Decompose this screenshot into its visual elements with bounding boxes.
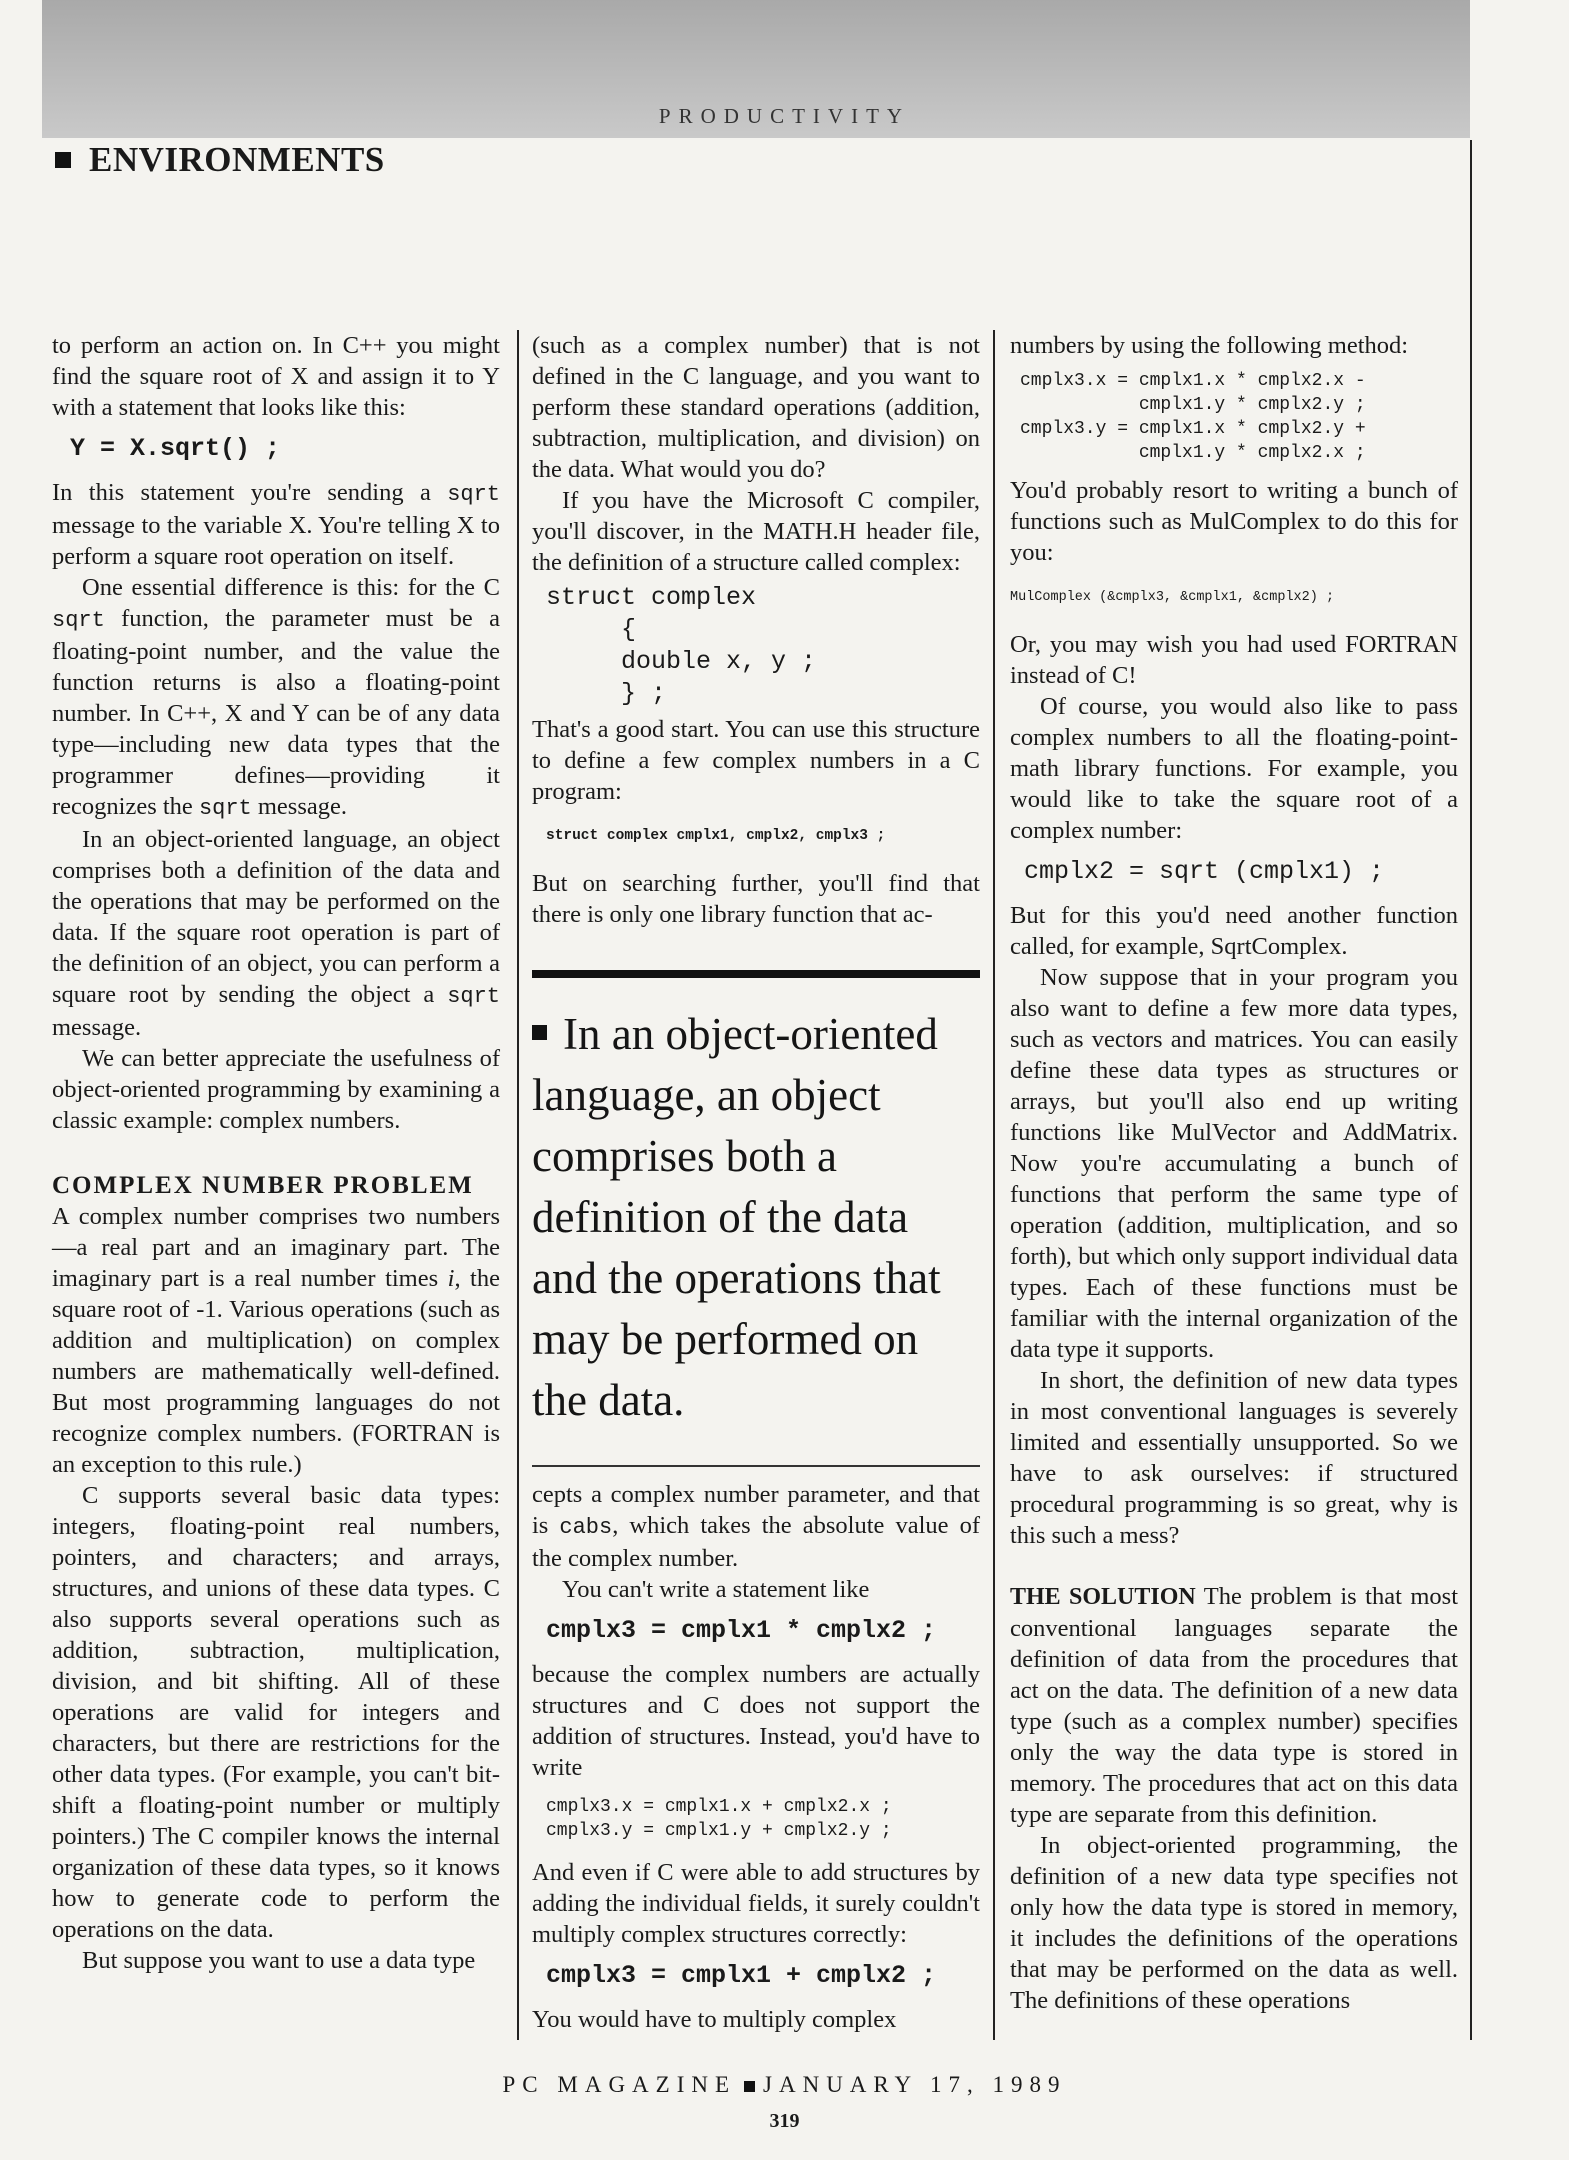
paragraph: But suppose you want to use a data type <box>82 1947 476 1974</box>
page-number: 319 <box>769 2110 800 2132</box>
paragraph: to perform an action on. In C++ you might find the square root of X and assign it to Y with a statement that looks like this: <box>52 332 500 421</box>
text-run: message. <box>52 1014 142 1041</box>
paragraph: You can't write a statement like <box>562 1576 870 1603</box>
paragraph: We can better appreciate the usefulness of object-oriented programming by examining a classic example: complex numbers. <box>52 1045 500 1134</box>
runin-heading: THE SOLUTION <box>1010 1584 1196 1610</box>
paragraph <box>532 1479 980 1574</box>
column-rule-2 <box>993 330 995 2040</box>
column-2 <box>532 330 980 2035</box>
paragraph: Now suppose that in your program you also want to define a few more data types, such as vectors and matrices. You can easily define these data types as structures or arrays, but you'll also end up writing functions like MulVector and AddMatrix. Now you're accumulating a bunch of functions that perform the same type of operation (addition, multiplication, and so forth), but which only support individual data types. Each of these functions must be familiar with the internal organization of the data type it supports. <box>1010 964 1458 1363</box>
paragraph: C supports several basic data types: integers, floating-point real numbers, pointers, and characters; and arrays, structures, and unions of these data types. C also supports several operations such as addition, subtraction, multiplication, division, and bit shifting. All of these operations are valid for integers and characters, but there are restrictions for the other data types. (For example, you can't bit-shift a floating-point number or multiply pointers.) The C compiler knows the internal organization of these data types, so it knows how to generate code to perform the operations on the data. <box>52 1482 500 1943</box>
text-run: , which takes the absolute value of the complex number. <box>532 1512 980 1572</box>
text-run: In this statement you're sending a <box>52 479 448 506</box>
paragraph <box>52 824 500 1043</box>
text-run: The problem is that most conventional languages separate the definition of data from the procedures that act on the data. The definition of a new data type (such as a complex number) specifies only the way the data type is stored in memory. The procedures that act on this data type are separate from this definition. <box>1010 1583 1459 1828</box>
inline-code: sqrt <box>52 608 105 633</box>
code-mulcomplex: MulComplex (&cmplx3, &cmplx1, &cmplx2) ; <box>1010 590 1335 605</box>
paragraph: In object-oriented programming, the definition of a new data type specifies not only how the data type is stored in memory, it includes the definitions of the operations that may be performed on the data as well. The definitions of these operations <box>1010 1832 1458 2014</box>
paragraph: But on searching further, you'll find that there is only one library function that ac- <box>532 870 980 928</box>
inline-code: cabs <box>559 1515 613 1540</box>
text-run: message to the variable X. You're telling X to perform a square root operation on itself. <box>52 512 500 570</box>
section-kicker: PRODUCTIVITY <box>658 104 911 128</box>
pullquote-text: In an object-oriented language, an object comprises both a definition of the data and the operations that may be performed on the data. <box>532 1009 941 1425</box>
paragraph: And even if C were able to add structures by adding the individual fields, it surely couldn't multiply complex structures correctly: <box>532 1859 980 1948</box>
column-rule-right <box>1470 140 1472 2040</box>
bullet-square-icon <box>744 2081 755 2092</box>
bullet-square-icon <box>55 152 71 168</box>
paragraph: You'd probably resort to writing a bunch of functions such as MulComplex to do this for you: <box>1010 477 1458 566</box>
inline-code: sqrt <box>447 984 500 1009</box>
section-heading <box>55 140 385 180</box>
bullet-square-icon <box>532 1025 547 1040</box>
text-run: , the square root of -1. Various operations (such as addition and multiplication) on complex numbers are mathematically well-defined. But most programming languages do not recognize complex numbers. (FORTRAN is an exception to this rule.) <box>52 1265 500 1478</box>
text-run: One essential difference is this: for the C <box>82 574 500 601</box>
footer-publication: PC MAGAZINE <box>502 2072 737 2097</box>
code-struct: struct complex { double x, y ; } ; <box>546 583 817 708</box>
paragraph <box>52 477 500 572</box>
code-multiply: cmplx3 = cmplx1 * cmplx2 ; <box>546 1616 937 1645</box>
paragraph: You would have to multiply complex <box>532 2006 897 2033</box>
text-run: cepts a complex number parameter, and that is <box>532 1481 980 1539</box>
column-rule-1 <box>517 330 519 2040</box>
code-declaration: struct complex cmplx1, cmplx2, cmplx3 ; <box>546 828 886 844</box>
paragraph: That's a good start. You can use this structure to define a few complex numbers in a C program: <box>532 716 980 805</box>
paragraph: (such as a complex number) that is not defined in the C language, and you want to perform these standard operations (addition, subtraction, multiplication, and division) on the data. What would you do? <box>532 332 980 483</box>
section-heading-text: ENVIRONMENTS <box>89 140 385 179</box>
code-sqrt: cmplx2 = sqrt (cmplx1) ; <box>1024 857 1385 886</box>
paragraph: In short, the definition of new data types in most conventional languages is severely limited and essentially unsupported. So we have to ask ourselves: if structured procedural programming is so great, why is this such a mess? <box>1010 1367 1458 1549</box>
code-add-fields: cmplx3.x = cmplx1.x + cmplx2.x ; cmplx3.y = cmplx1.y + cmplx2.y ; <box>546 1797 892 1841</box>
code-sample: Y = X.sqrt() ; <box>70 434 281 463</box>
paragraph <box>52 1201 500 1480</box>
pullquote <box>532 1004 980 1431</box>
inline-code: sqrt <box>198 796 252 821</box>
footer-date: JANUARY 17, 1989 <box>763 2072 1067 2097</box>
text-run: function, the parameter must be a floating-point number, and the value the function returns is also a floating-point number. In C++, X and Y can be of any data type—including new data types that the programmer defines—providing it recognizes the <box>52 605 500 820</box>
subheading: COMPLEX NUMBER PROBLEM <box>52 1172 474 1199</box>
pullquote-rule-top <box>532 970 980 978</box>
paragraph <box>52 572 500 824</box>
paragraph: But for this you'd need another function called, for example, SqrtComplex. <box>1010 902 1458 960</box>
paragraph: Or, you may wish you had used FORTRAN instead of C! <box>1010 631 1458 689</box>
paragraph: because the complex numbers are actually structures and C does not support the addition of structures. Instead, you'd have to write <box>532 1661 980 1781</box>
paragraph <box>1010 1581 1458 1830</box>
pullquote-rule-bottom <box>532 1465 980 1467</box>
paragraph: If you have the Microsoft C compiler, you'll discover, in the MATH.H header file, the definition of a structure called complex: <box>532 487 980 576</box>
footer-line <box>0 2072 1569 2098</box>
text-run: A complex number comprises two numbers—a real part and an imaginary part. The imaginary part is a real number times <box>52 1203 500 1292</box>
inline-code: sqrt <box>447 482 500 507</box>
text-run: message. <box>251 793 347 820</box>
text-run: In an object-oriented language, an object comprises both a definition of the data and the operations that may be performed on the data. If the square root operation is part of the definition of an object, you can perform a square root by sending the object a <box>52 826 500 1008</box>
paragraph: numbers by using the following method: <box>1010 332 1409 359</box>
code-add: cmplx3 = cmplx1 + cmplx2 ; <box>546 1961 937 1990</box>
italic-run: i <box>447 1265 455 1292</box>
paragraph: Of course, you would also like to pass complex numbers to all the floating-point-math library functions. For example, you would like to take the square root of a complex number: <box>1010 693 1458 844</box>
code-method: cmplx3.x = cmplx1.x * cmplx2.x - cmplx1.y * cmplx2.y ; cmplx3.y = cmplx1.x * cmplx2.y + cmplx1.y * cmplx2.x ; <box>1020 371 1366 463</box>
column-3 <box>1010 330 1458 2016</box>
column-1 <box>52 330 500 1976</box>
